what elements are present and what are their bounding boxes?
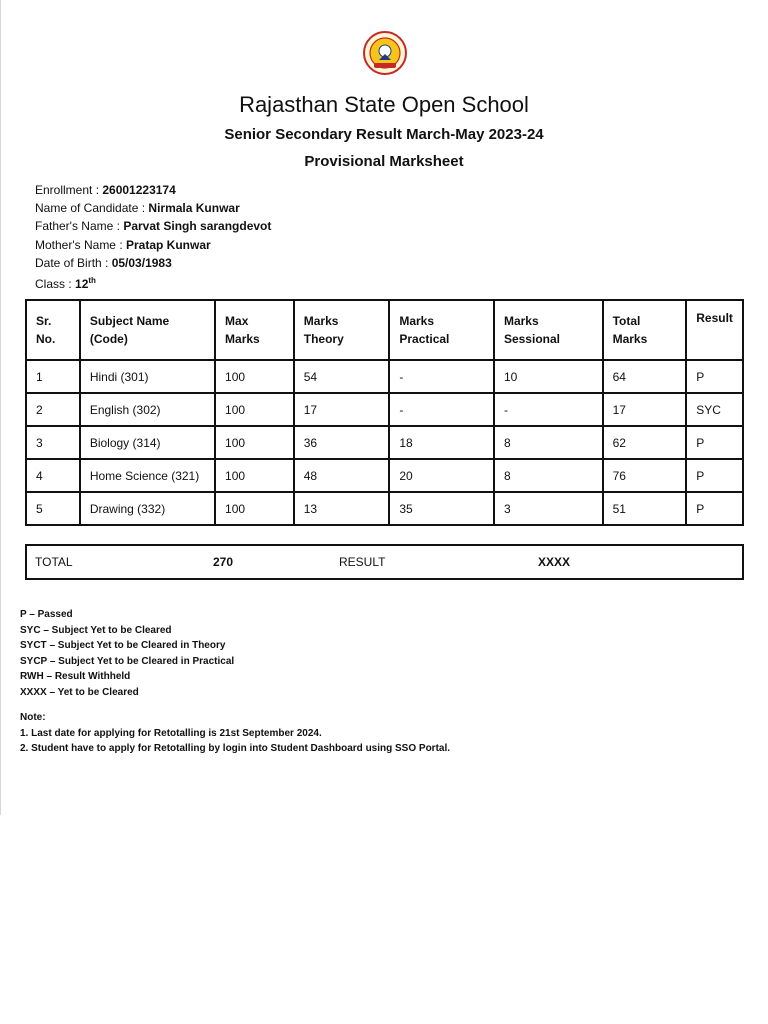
legend-item: XXXX – Yet to be Cleared <box>20 686 139 698</box>
candidate-name-row <box>35 199 271 217</box>
mother-name-row <box>35 236 271 254</box>
marksheet-subtitle: Provisional Marksheet <box>304 153 464 170</box>
cell-sessional: 8 <box>494 426 603 459</box>
legend-item: SYCT – Subject Yet to be Cleared in Theory <box>20 640 226 652</box>
page-edge <box>0 0 1 815</box>
school-seal-logo <box>362 30 408 76</box>
cell-sr: 5 <box>26 492 80 525</box>
cell-practical: - <box>389 360 494 393</box>
total-label: TOTAL <box>35 555 73 569</box>
result-value: XXXX <box>538 555 571 569</box>
cell-theory: 48 <box>294 459 390 492</box>
mother-name-value: Pratap Kunwar <box>125 237 211 252</box>
header-result: Result <box>686 300 743 360</box>
class-number: 12 <box>75 277 89 292</box>
table-row <box>26 393 743 426</box>
dob-label: Date of Birth : <box>35 255 112 270</box>
cell-result: SYC <box>686 393 743 426</box>
cell-subject: Biology (314) <box>80 426 215 459</box>
cell-result: P <box>686 492 743 525</box>
class-suffix: th <box>88 276 96 286</box>
page-title: Rajasthan State Open School <box>239 92 529 117</box>
cell-max: 100 <box>215 459 294 492</box>
cell-sr: 2 <box>26 393 80 426</box>
class-row <box>35 272 271 293</box>
result-legend <box>20 607 234 701</box>
result-subtitle: Senior Secondary Result March-May 2023-24 <box>224 126 544 143</box>
cell-theory: 13 <box>294 492 390 525</box>
header-marks-theory: Marks Theory <box>294 300 390 360</box>
result-label: RESULT <box>339 555 386 569</box>
cell-subject: Hindi (301) <box>80 360 215 393</box>
cell-subject: Drawing (332) <box>80 492 215 525</box>
enrollment-value: 26001223174 <box>102 183 176 197</box>
class-label: Class : <box>35 277 76 292</box>
header-marks-sessional: Marks Sessional <box>494 300 603 360</box>
cell-theory: 36 <box>294 426 390 459</box>
table-row <box>26 360 743 393</box>
header-sr-no: Sr. No. <box>26 300 80 360</box>
cell-result: P <box>686 360 743 393</box>
cell-max: 100 <box>215 360 294 393</box>
marks-table <box>25 299 744 526</box>
cell-sr: 4 <box>26 459 80 492</box>
cell-max: 100 <box>215 393 294 426</box>
dob-value: 05/03/1983 <box>111 255 172 270</box>
mother-name-label: Mother's Name : <box>35 237 126 252</box>
note-heading: Note: <box>20 712 46 723</box>
cell-sessional: 10 <box>494 360 603 393</box>
legend-item: SYCP – Subject Yet to be Cleared in Practical <box>20 655 235 667</box>
cell-practical: 35 <box>389 492 494 525</box>
header-marks-practical: Marks Practical <box>389 300 494 360</box>
table-row <box>26 426 743 459</box>
cell-sr: 1 <box>26 360 80 393</box>
total-value: 270 <box>213 555 234 569</box>
cell-total: 51 <box>603 492 687 525</box>
cell-practical: 20 <box>389 459 494 492</box>
total-summary-box <box>25 544 744 580</box>
cell-result: P <box>686 459 743 492</box>
cell-total: 76 <box>603 459 687 492</box>
note-section <box>20 710 450 757</box>
header-subject: Subject Name (Code) <box>80 300 215 360</box>
note-line: 2. Student have to apply for Retotalling by login into Student Dashboard using SSO Portal. <box>20 743 451 755</box>
note-line: 1. Last date for applying for Retotalling is 21st September 2024. <box>20 727 322 739</box>
father-name-value: Parvat Singh sarangdevot <box>123 219 272 234</box>
cell-sessional: - <box>494 393 603 426</box>
candidate-name-label: Name of Candidate : <box>35 201 149 216</box>
candidate-info <box>35 181 271 293</box>
cell-result: P <box>686 426 743 459</box>
legend-item: RWH – Result Withheld <box>20 671 131 683</box>
class-value <box>75 277 96 291</box>
header-max-marks: Max Marks <box>215 300 294 360</box>
cell-theory: 17 <box>294 393 390 426</box>
cell-practical: 18 <box>389 426 494 459</box>
legend-item: SYC – Subject Yet to be Cleared <box>20 624 172 636</box>
cell-sessional: 3 <box>494 492 603 525</box>
father-name-row <box>35 217 271 235</box>
cell-max: 100 <box>215 492 294 525</box>
cell-sr: 3 <box>26 426 80 459</box>
cell-total: 64 <box>603 360 687 393</box>
header-total-marks: Total Marks <box>603 300 687 360</box>
father-name-label: Father's Name : <box>35 219 124 234</box>
cell-subject: Home Science (321) <box>80 459 215 492</box>
table-row <box>26 492 743 525</box>
enrollment-label: Enrollment : <box>35 183 103 197</box>
legend-item: P – Passed <box>20 609 73 620</box>
cell-max: 100 <box>215 426 294 459</box>
cell-theory: 54 <box>294 360 390 393</box>
candidate-name-value: Nirmala Kunwar <box>148 201 240 216</box>
enrollment-row <box>35 181 271 199</box>
cell-sessional: 8 <box>494 459 603 492</box>
cell-total: 17 <box>603 393 687 426</box>
table-row <box>26 459 743 492</box>
cell-total: 62 <box>603 426 687 459</box>
dob-row <box>35 254 271 272</box>
cell-practical: - <box>389 393 494 426</box>
table-header-row <box>26 300 743 360</box>
cell-subject: English (302) <box>80 393 215 426</box>
